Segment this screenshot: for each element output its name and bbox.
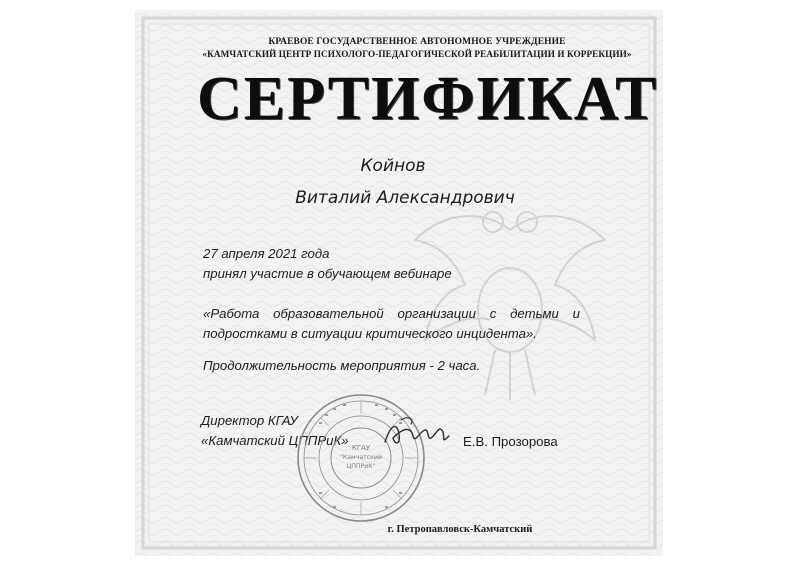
stamp-text-1: КГАУ	[351, 444, 371, 452]
header-line-1: КРАЕВОЕ ГОСУДАРСТВЕННОЕ АВТОНОМНОЕ УЧРЕЖДЕНИЕ	[268, 37, 566, 47]
official-seal-stamp	[295, 392, 427, 524]
eagle-emblem-watermark	[385, 190, 635, 410]
certificate-title: СЕРТИФИКАТ	[197, 65, 659, 133]
event-date: 27 апреля 2021 года	[203, 246, 330, 261]
signatory-name: Е.В. Прозорова	[463, 434, 558, 449]
recipient-surname: Койнов	[360, 156, 426, 176]
certificate-sheet	[135, 10, 663, 556]
stamp-text-2: "Камчатский	[340, 454, 382, 461]
signatory-role-line-2: «Камчатский ЦППРиК»	[201, 433, 349, 448]
participation-text: принял участие в обучающем вебинаре	[203, 266, 452, 281]
city-footer: г. Петропавловск-Камчатский	[387, 524, 533, 535]
stamp-text-3: ЦППРиК"	[346, 463, 376, 470]
event-duration: Продолжительность мероприятия - 2 часа.	[203, 358, 481, 373]
handwritten-signature	[381, 414, 453, 454]
webinar-topic-line-1: «Работа образовательной организации с детьми и	[203, 306, 580, 321]
header-line-2: «КАМЧАТСКИЙ ЦЕНТР ПСИХОЛОГО-ПЕДАГОГИЧЕСКОЙ РЕАБИЛИТАЦИИ И КОРРЕКЦИИ»	[202, 49, 632, 59]
signatory-role-line-1: Директор КГАУ	[201, 413, 298, 428]
webinar-topic-line-2: подростками в ситуации критического инцидента».	[203, 326, 537, 341]
recipient-given-names: Виталий Александрович	[295, 188, 515, 208]
